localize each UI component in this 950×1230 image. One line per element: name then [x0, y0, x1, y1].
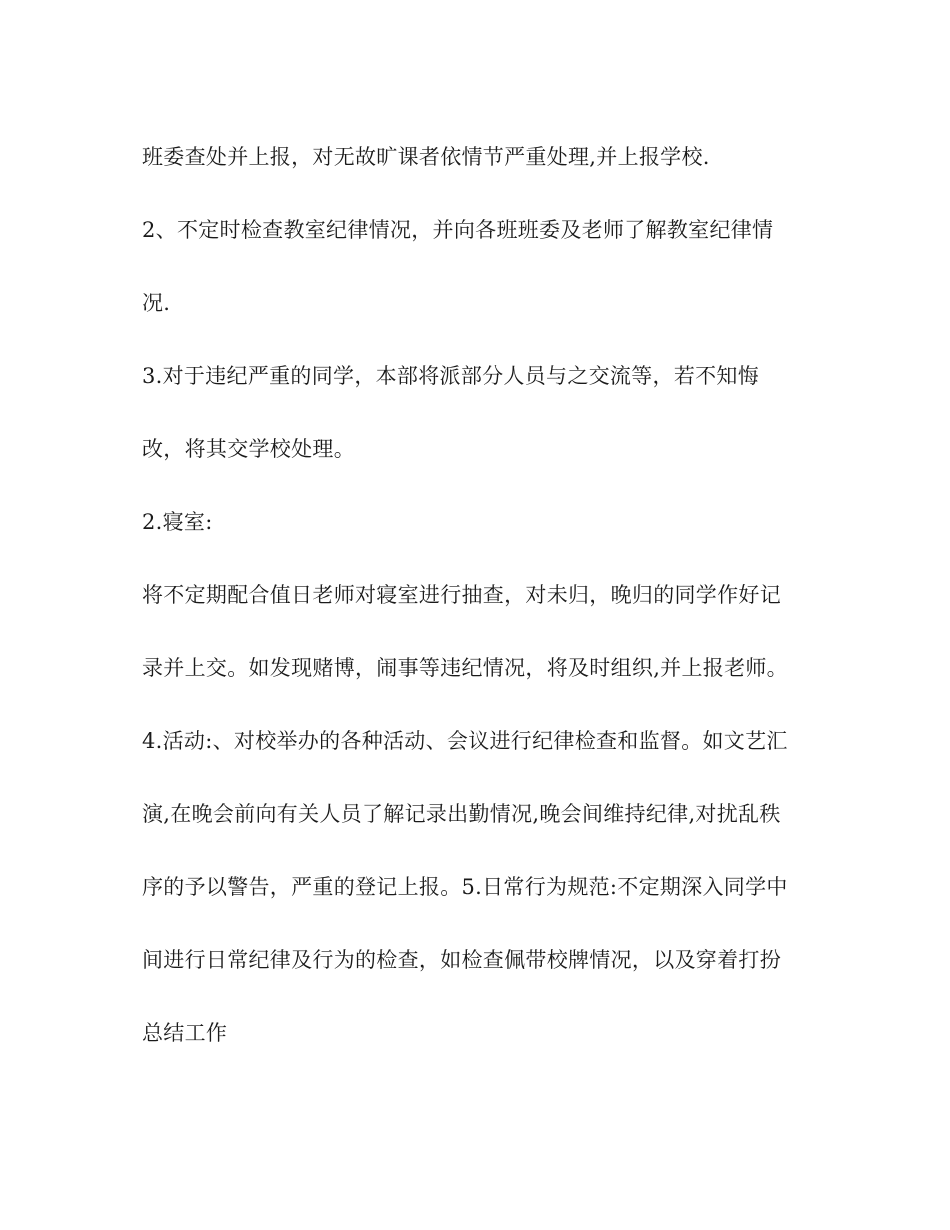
text-line: 况.	[142, 291, 171, 315]
text-line: 将不定期配合值日老师对寝室进行抽查，对未归，晚归的同学作好记	[142, 583, 781, 607]
text-line: 3.对于违纪严重的同学，本部将派部分人员与之交流等，若不知悔	[142, 364, 760, 388]
text-line: 序的予以警告，严重的登记上报。5.日常行为规范:不定期深入同学中	[142, 875, 788, 899]
text-line: 改，将其交学校处理。	[142, 437, 355, 461]
text-line: 4.活动:、对校举办的各种活动、会议进行纪律检查和监督。如文艺汇	[142, 729, 788, 753]
text-line: 间进行日常纪律及行为的检查，如检查佩带校牌情况，以及穿着打扮	[142, 948, 781, 972]
body-text	[142, 135, 822, 1084]
text-line: 班委查处并上报，对无故旷课者依情节严重处理,并上报学校.	[142, 145, 710, 169]
text-line: 演,在晚会前向有关人员了解记录出勤情况,晚会间维持纪律,对扰乱秩	[142, 802, 781, 826]
text-line: 录并上交。如发现赌博，闹事等违纪情况，将及时组织,并上报老师。	[142, 656, 788, 680]
text-line: 2、不定时检查教室纪律情况，并向各班班委及老师了解教室纪律情	[142, 218, 774, 242]
section-heading-summary: 总结工作	[142, 1021, 228, 1045]
section-heading-dormitory: 2.寝室:	[142, 510, 213, 534]
